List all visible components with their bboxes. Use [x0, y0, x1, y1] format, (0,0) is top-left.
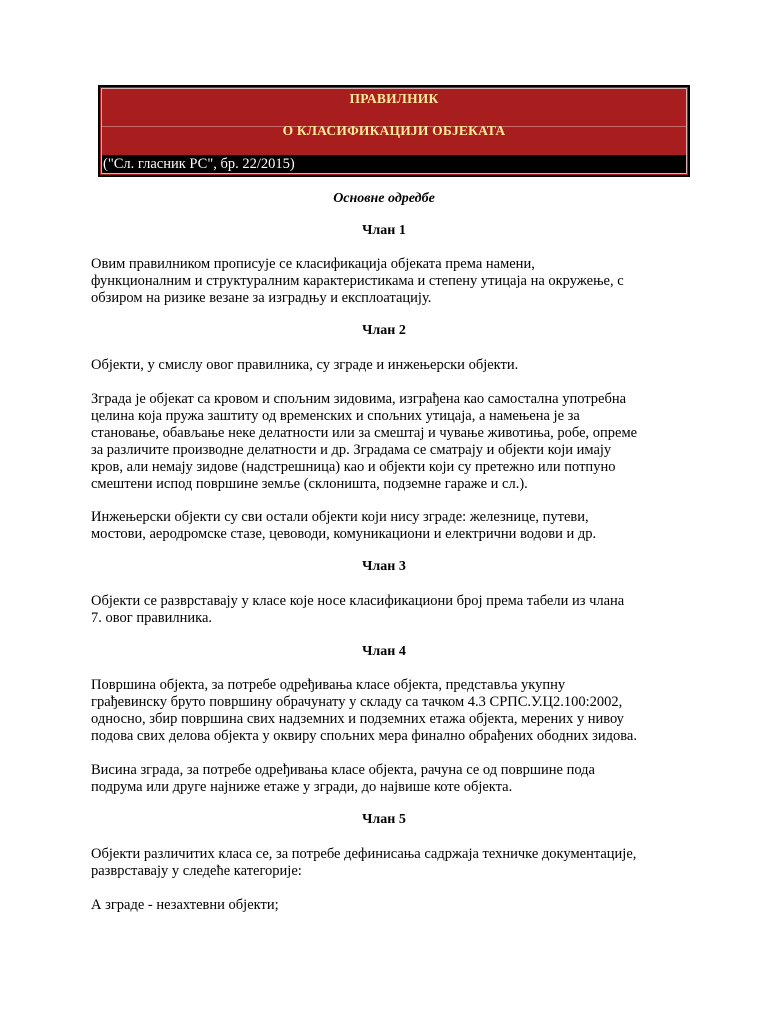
- text-line: целина која пружа заштиту од временских и спољних утицаја, а намењена је за: [91, 408, 580, 424]
- article-5-paragraph-2: [91, 897, 691, 914]
- text-line: односно, збир површина свих надземних и подземних етажа објекта, мерених у нивоу: [91, 711, 624, 727]
- text-line: подова свих делова објекта у оквиру спољних мера финално обрађених ободних зидова.: [91, 728, 637, 744]
- text-line: Објекти различитих класа се, за потребе дефинисања садржаја техничке документације,: [91, 846, 637, 862]
- text-line: обзиром на ризике везане за изградњу и експлоатацију.: [91, 290, 432, 306]
- text-line: 7. овог правилника.: [91, 610, 213, 626]
- text-line: разврставају у следеће категорије:: [91, 863, 302, 879]
- text-line: становање, обављање неке делатности или за смештај и чување животиња, робе, опреме: [91, 425, 638, 441]
- article-5-heading: Члан 5: [362, 812, 406, 827]
- gazette-reference: ("Сл. гласник РС", бр. 22/2015): [102, 155, 686, 173]
- article-3-paragraph-1: [91, 593, 691, 627]
- text-line: Зграда је објекат са кровом и спољним зидовима, изграђена као самостална употребна: [91, 391, 627, 407]
- text-line: Овим правилником прописује се класификација објеката према намени,: [91, 256, 535, 272]
- text-line: Висина зграда, за потребе одређивања класе објекта, рачуна се од површине пода: [91, 762, 595, 778]
- article-1-heading: Члан 1: [362, 223, 406, 238]
- text-line: кров, али немају зидове (надстрешница) као и објекти који су претежно или потпуно: [91, 459, 616, 475]
- document-subject-title: О КЛАСИФИКАЦИЈИ ОБЈЕКАТА: [282, 123, 506, 138]
- document-type-title: ПРАВИЛНИК: [349, 91, 439, 106]
- article-2-heading: Члан 2: [362, 323, 406, 338]
- text-line: функционалним и структуралним карактеристикама и степену утицаја на окружење, с: [91, 273, 624, 289]
- article-2-paragraph-2: [91, 391, 691, 493]
- article-2-paragraph-3: [91, 509, 691, 543]
- text-line: мостови, аеродромске стазе, цевоводи, комуникациони и електрични водови и др.: [91, 526, 597, 542]
- text-line: Објекти се разврставају у класе које носе класификациони број према табели из члана: [91, 593, 625, 609]
- text-line: подрума или друге најниже етаже у згради, до највише коте објекта.: [91, 779, 513, 795]
- text-line: А зграде - незахтевни објекти;: [91, 897, 279, 913]
- text-line: за различите производне делатности и др. Зградама се сматрају и објекти који имају: [91, 442, 612, 458]
- section-title: Основне одредбе: [333, 191, 435, 206]
- text-line: Површина објекта, за потребе одређивања класе објекта, представља укупну: [91, 677, 566, 693]
- text-line: смештени испод површине земље (склоништа, подземне гараже и сл.).: [91, 476, 528, 492]
- title-banner-inner: [101, 88, 687, 174]
- text-line: Инжењерски објекти су сви остали објекти који нису зграде: железнице, путеви,: [91, 509, 589, 525]
- article-5-paragraph-1: [91, 846, 691, 880]
- title-banner: [98, 85, 690, 177]
- article-4-paragraph-2: [91, 762, 691, 796]
- article-1-paragraph-1: [91, 256, 691, 307]
- article-4-heading: Члан 4: [362, 644, 406, 659]
- text-line: Објекти, у смислу овог правилника, су зграде и инжењерски објекти.: [91, 357, 519, 373]
- article-4-paragraph-1: [91, 677, 691, 745]
- article-3-heading: Члан 3: [362, 559, 406, 574]
- text-line: грађевинску бруто површину обрачунату у складу са тачком 4.3 СРПС.У.Ц2.100:2002,: [91, 694, 623, 710]
- article-2-paragraph-1: [91, 357, 691, 374]
